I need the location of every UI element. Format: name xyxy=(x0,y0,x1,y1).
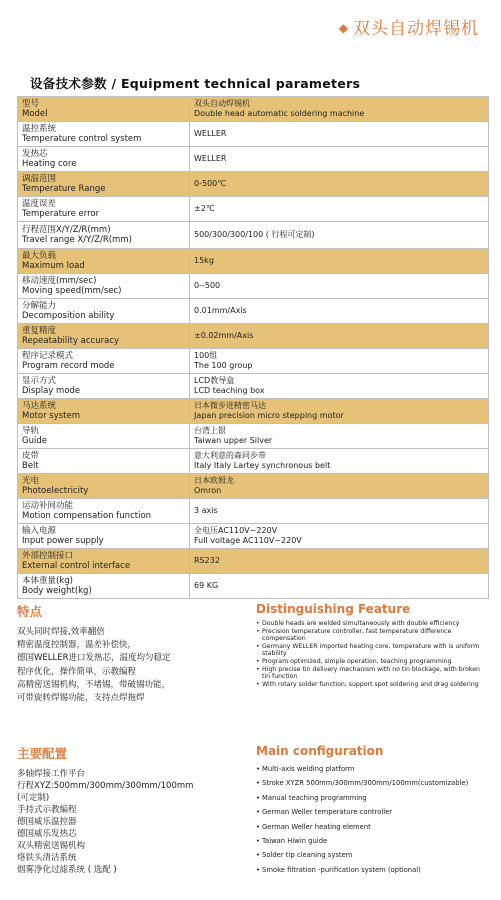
product-title: 双头自动焊锡机 xyxy=(353,19,479,39)
spec-value-primary: 0--500 xyxy=(194,281,221,290)
spec-value-primary: ±2℃ xyxy=(194,204,215,213)
spec-label-en: Temperature error xyxy=(22,209,100,219)
spec-label-en: Motor system xyxy=(22,411,80,421)
spec-label-en: Guide xyxy=(22,436,47,446)
spec-value-secondary: Full voltage AC110V~220V xyxy=(194,536,302,545)
spec-label-cell xyxy=(18,549,190,574)
spec-row xyxy=(18,222,489,249)
spec-label-en: Decomposition ability xyxy=(22,311,115,321)
spec-value-primary: 台湾上银 xyxy=(194,426,226,435)
spec-value-cell xyxy=(190,172,489,197)
spec-label-en: Heating core xyxy=(22,159,77,169)
spec-value-cell xyxy=(190,97,489,122)
spec-label-cell xyxy=(18,424,190,449)
spec-value-primary: 意大利意的森同步带 xyxy=(194,451,266,460)
features-en-list xyxy=(256,620,486,688)
spec-row xyxy=(18,499,489,524)
spec-row xyxy=(18,197,489,222)
features-zh-section xyxy=(17,602,242,705)
spec-value-cell xyxy=(190,399,489,424)
config-en-item: • Smoke filtration -purification system (optional) xyxy=(256,863,486,877)
spec-label-en: Input power supply xyxy=(22,536,104,546)
spec-value-cell xyxy=(190,222,489,249)
spec-label-cell xyxy=(18,399,190,424)
spec-value-cell xyxy=(190,324,489,349)
spec-label-en: Model xyxy=(22,109,48,119)
spec-label-cell xyxy=(18,249,190,274)
page-header-title xyxy=(339,14,479,39)
config-en-item: • German Weller heating element xyxy=(256,820,486,834)
spec-label-zh: 温度误差 xyxy=(22,199,57,209)
feature-en-item: • Precision temperature controller, fast temperature difference compensation xyxy=(256,628,486,643)
spec-label-en: Repeatability accuracy xyxy=(22,336,120,346)
feature-en-item: • High precise tin delivery mechanism with no tin blockage, with broken tin function xyxy=(256,666,486,681)
config-zh-title: 主要配置 xyxy=(17,746,68,761)
spec-label-en: Program record mode xyxy=(22,361,115,371)
spec-row xyxy=(18,97,489,122)
spec-value-primary: 日本欧姆龙 xyxy=(194,476,234,485)
features-zh-title: 特点 xyxy=(17,604,43,619)
spec-row xyxy=(18,299,489,324)
spec-value-cell xyxy=(190,374,489,399)
spec-value-primary: 日本微步进精密马达 xyxy=(194,401,266,410)
spec-label-cell xyxy=(18,274,190,299)
spec-label-zh: 运动补间功能 xyxy=(22,501,74,511)
spec-value-cell xyxy=(190,197,489,222)
spec-row xyxy=(18,324,489,349)
spec-row xyxy=(18,574,489,599)
spec-label-cell xyxy=(18,574,190,599)
spec-value-primary: RS232 xyxy=(194,556,220,565)
spec-row xyxy=(18,474,489,499)
spec-label-cell xyxy=(18,499,190,524)
spec-row xyxy=(18,274,489,299)
diamond-icon: ◆ xyxy=(338,21,349,35)
spec-value-secondary: Japan precision micro stepping motor xyxy=(194,411,344,420)
config-zh-item: 双头精密送锡机构 xyxy=(17,841,86,851)
spec-label-cell xyxy=(18,374,190,399)
spec-label-zh: 马达系统 xyxy=(22,401,57,411)
spec-label-cell xyxy=(18,197,190,222)
spec-row xyxy=(18,249,489,274)
spec-value-primary: 0.01mm/Axis xyxy=(194,306,247,315)
spec-label-en: External control interface xyxy=(22,561,131,571)
config-zh-list xyxy=(17,768,242,876)
spec-label-en: Belt xyxy=(22,461,39,471)
spec-label-zh: 分解能力 xyxy=(22,301,57,311)
config-en-section xyxy=(256,744,486,877)
config-en-item: • Manual teaching programming xyxy=(256,791,486,805)
spec-label-zh: 外部控制接口 xyxy=(22,551,74,561)
spec-label-zh: 行程范围X/Y/Z/R(mm) xyxy=(22,225,111,235)
features-zh-list xyxy=(17,626,242,705)
spec-label-cell xyxy=(18,324,190,349)
spec-row xyxy=(18,172,489,197)
spec-value-cell xyxy=(190,524,489,549)
feature-zh-item: 德国WELLER进口发热芯，温度均匀稳定 xyxy=(17,653,171,664)
spec-label-zh: 重复精度 xyxy=(22,326,57,336)
spec-value-primary: LCD教导盒 xyxy=(194,376,235,385)
spec-table xyxy=(17,96,489,599)
spec-value-cell xyxy=(190,122,489,147)
feature-zh-item: 双头同时焊接,效率翻倍 xyxy=(17,627,105,637)
config-zh-item: 手持式示教编程 xyxy=(17,805,77,815)
spec-value-primary: 69 KG xyxy=(194,581,219,590)
spec-value-primary: 100组 xyxy=(194,351,218,360)
spec-label-zh: 型号 xyxy=(22,99,40,109)
feature-zh-item: 高精密送锡机构，不堵锡，带破锡功能， xyxy=(17,679,171,690)
spec-row xyxy=(18,374,489,399)
spec-row xyxy=(18,449,489,474)
spec-label-cell xyxy=(18,172,190,197)
spec-value-cell xyxy=(190,549,489,574)
spec-label-zh: 调温范围 xyxy=(22,174,57,184)
config-zh-item: 行程XYZ:500mm/300mm/300mm/100mm xyxy=(17,781,194,791)
config-zh-item: (可定制) xyxy=(17,793,50,803)
spec-value-cell xyxy=(190,249,489,274)
spec-row xyxy=(18,524,489,549)
spec-label-en: Motion compensation function xyxy=(22,511,152,521)
spec-label-zh: 皮带 xyxy=(22,451,40,461)
spec-label-cell xyxy=(18,97,190,122)
spec-label-cell xyxy=(18,122,190,147)
config-en-item: • German Weller temperature controller xyxy=(256,805,486,819)
spec-label-cell xyxy=(18,474,190,499)
config-en-item: • Solder tip cleaning system xyxy=(256,848,486,862)
spec-value-cell xyxy=(190,274,489,299)
spec-value-primary: WELLER xyxy=(194,154,227,163)
feature-zh-item: 程序优化，操作简单，示教编程 xyxy=(17,666,137,677)
config-en-item: • Taiwan Hiwin guide xyxy=(256,834,486,848)
config-zh-item: 烟雾净化过滤系统 ( 选配 ) xyxy=(17,865,117,875)
spec-label-zh: 光电 xyxy=(22,476,40,486)
spec-row xyxy=(18,549,489,574)
spec-label-cell xyxy=(18,449,190,474)
spec-label-en: Temperature Range xyxy=(22,184,106,194)
spec-label-zh: 温控系统 xyxy=(22,124,57,134)
spec-value-primary: 全电压AC110V~220V xyxy=(194,526,278,535)
spec-label-en: Photoelectricity xyxy=(22,486,89,496)
spec-label-en: Temperature control system xyxy=(22,134,142,144)
config-zh-item: 烙铁头清洁系统 xyxy=(17,853,77,863)
spec-value-primary: 3 axis xyxy=(194,506,218,515)
spec-label-zh: 发热芯 xyxy=(22,149,48,159)
spec-value-secondary: Double head automatic soldering machine xyxy=(194,109,365,118)
spec-row xyxy=(18,424,489,449)
spec-value-secondary: LCD teaching box xyxy=(194,386,265,395)
config-en-list xyxy=(256,762,486,877)
spec-label-zh: 程序记录模式 xyxy=(22,351,74,361)
spec-label-en: Body weight(kg) xyxy=(22,586,92,596)
spec-row xyxy=(18,399,489,424)
spec-label-cell xyxy=(18,147,190,172)
spec-value-cell xyxy=(190,147,489,172)
spec-label-zh: 本体重量(kg) xyxy=(22,576,73,586)
config-zh-item: 德国威乐发热芯 xyxy=(17,829,77,839)
spec-label-zh: 最大负载 xyxy=(22,251,57,261)
spec-label-zh: 移动速度(mm/sec) xyxy=(22,276,97,286)
spec-label-zh: 导轨 xyxy=(22,426,40,436)
feature-zh-item: 精密温度控制器，温差补偿快， xyxy=(17,640,137,651)
spec-label-en: Maximum load xyxy=(22,261,85,271)
spec-value-secondary: Taiwan upper Silver xyxy=(194,436,273,445)
spec-value-primary: WELLER xyxy=(194,129,227,138)
features-en-section xyxy=(256,602,486,688)
config-zh-section xyxy=(17,744,242,876)
spec-value-primary: 500/300/300/100 ( 行程可定制) xyxy=(194,230,315,239)
spec-value-cell xyxy=(190,299,489,324)
config-zh-item: 多轴焊接工作平台 xyxy=(17,769,86,779)
spec-label-zh: 显示方式 xyxy=(22,376,57,386)
spec-value-secondary: Italy Italy Lartey synchronous belt xyxy=(194,461,331,470)
feature-zh-item: 可带旋转焊锡功能，支持点焊拖焊 xyxy=(17,693,145,704)
spec-value-primary: 双头自动焊锡机 xyxy=(194,99,250,108)
spec-value-cell xyxy=(190,449,489,474)
config-zh-item: 德国威乐温控器 xyxy=(17,817,77,827)
feature-en-item: • Program optimized, simple operation, teaching programming xyxy=(256,658,486,666)
feature-en-item: • Double heads are welded simultaneously with double efficiency xyxy=(256,620,486,628)
config-en-title: Main configuration xyxy=(256,744,384,758)
spec-value-primary: ±0.02mm/Axis xyxy=(194,331,254,340)
spec-label-cell xyxy=(18,299,190,324)
features-en-title: Distinguishing Feature xyxy=(256,602,411,616)
spec-value-cell xyxy=(190,474,489,499)
spec-value-secondary: Omron xyxy=(194,486,222,495)
spec-value-cell xyxy=(190,349,489,374)
spec-value-primary: 0-500℃ xyxy=(194,179,227,188)
spec-value-secondary: The 100 group xyxy=(194,361,253,370)
spec-label-en: Travel range X/Y/Z/R(mm) xyxy=(22,235,132,245)
feature-en-item: • Germany WELLER imported heating core, temperature with is uniform stability xyxy=(256,643,486,658)
spec-row xyxy=(18,147,489,172)
spec-label-cell xyxy=(18,349,190,374)
config-en-item: • Multi-axis welding platform xyxy=(256,762,486,776)
spec-label-cell xyxy=(18,524,190,549)
spec-section-heading: 设备技术参数 / Equipment technical parameters xyxy=(30,76,361,91)
spec-value-cell xyxy=(190,499,489,524)
spec-label-en: Moving speed(mm/sec) xyxy=(22,286,122,296)
spec-row xyxy=(18,349,489,374)
spec-label-cell xyxy=(18,222,190,249)
spec-value-cell xyxy=(190,574,489,599)
spec-label-en: Display mode xyxy=(22,386,81,396)
spec-label-zh: 输入电源 xyxy=(22,526,57,536)
spec-row xyxy=(18,122,489,147)
config-en-item: • Stroke XYZR 500mm/300mm/300mm/100mm(customizable) xyxy=(256,776,486,790)
spec-value-cell xyxy=(190,424,489,449)
spec-value-primary: 15kg xyxy=(194,256,214,265)
feature-en-item: • With rotary solder function, support spot soldering and drag soldering xyxy=(256,681,486,689)
